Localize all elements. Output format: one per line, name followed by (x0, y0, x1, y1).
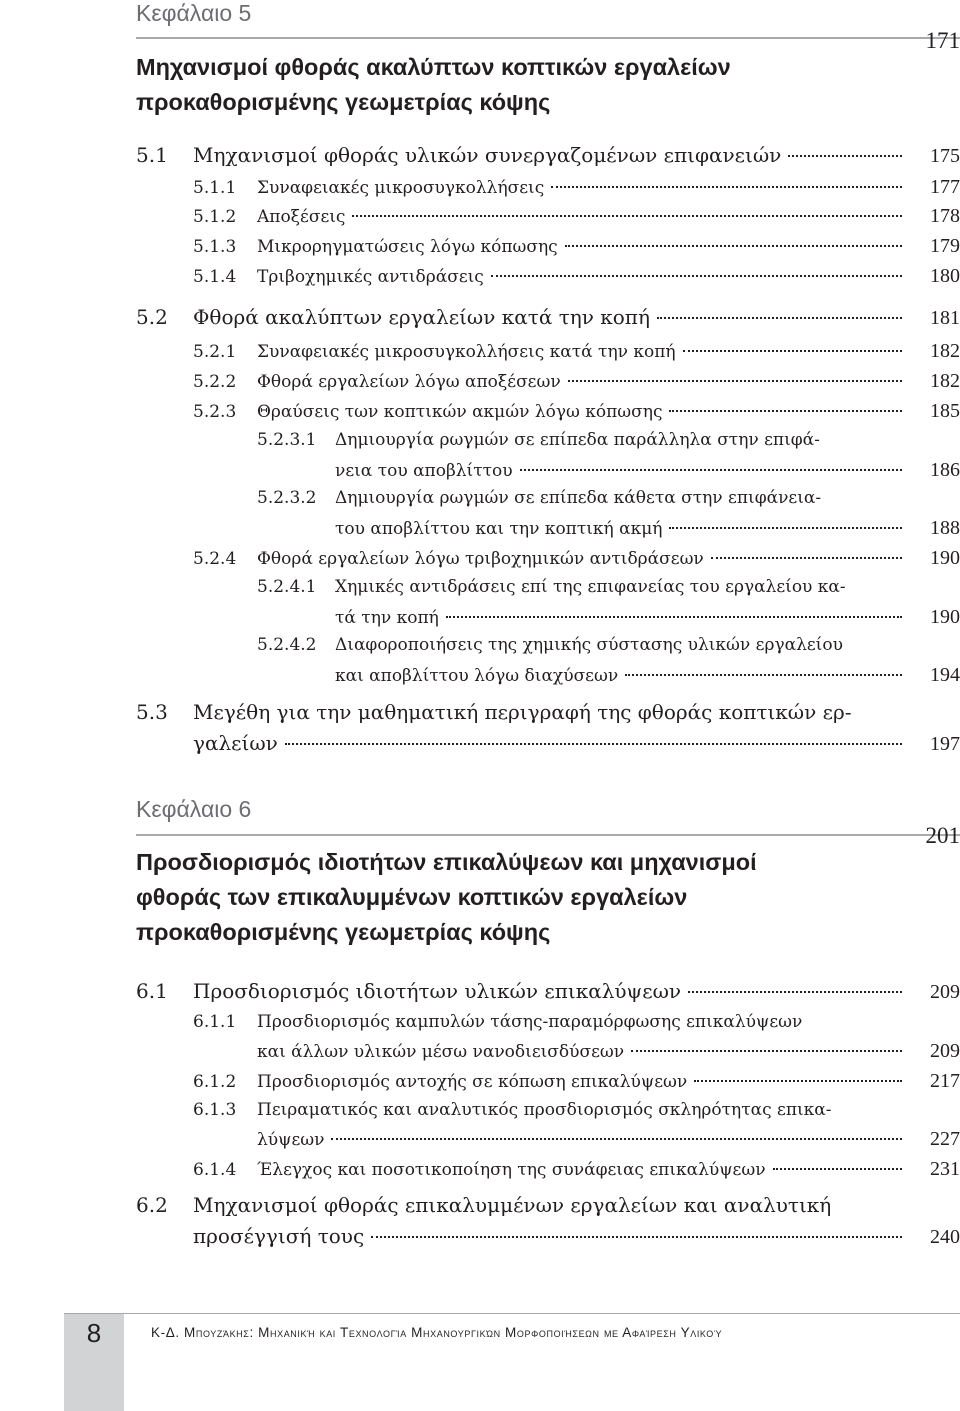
leader-dots (773, 1168, 902, 1170)
toc-entry-5-2-4[interactable] (193, 547, 960, 570)
toc-entry-5-2-4-1[interactable] (335, 606, 960, 629)
toc-entry-5-1-4[interactable] (193, 265, 960, 288)
toc-entry-6-1-2[interactable] (193, 1070, 960, 1093)
chapter-6-rule (136, 834, 960, 836)
chapter-5-title[interactable] (136, 50, 731, 120)
entry-page: 180 (930, 265, 960, 287)
entry-title-line2: γαλείων (193, 731, 278, 755)
entry-page: 181 (930, 307, 960, 329)
entry-page: 231 (930, 1158, 960, 1180)
toc-entry-6-1[interactable] (136, 979, 960, 1004)
toc-entry-5-2-3[interactable] (193, 400, 960, 423)
entry-number: 5.2 (136, 305, 168, 329)
entry-title: Μηχανισμοί φθοράς υλικών συνεργαζομένων επιφανειών (193, 143, 782, 167)
entry-number: 5.1.1 (193, 178, 237, 198)
entry-title: Συναφειακές μικροσυγκολλήσεις (257, 178, 545, 198)
entry-number: 5.1.2 (193, 207, 237, 227)
entry-page: 186 (930, 459, 960, 481)
entry-title-line2: προσέγγισή τους (193, 1224, 365, 1248)
chapter-6-title[interactable] (136, 845, 757, 950)
entry-page: 182 (930, 340, 960, 362)
entry-title-line2: λύψεων (257, 1130, 325, 1150)
toc-entry-5-2-4-2-number: 5.2.4.2 (257, 635, 317, 655)
toc-entry-6-1-3[interactable] (257, 1128, 960, 1151)
entry-title: Φθορά εργαλείων λόγω αποξέσεων (257, 372, 561, 392)
leader-dots (788, 155, 902, 157)
leader-dots (711, 557, 902, 559)
toc-entry-5-2[interactable] (136, 305, 960, 330)
entry-page: 240 (930, 1226, 960, 1248)
entry-title-line2: τά την κοπή (335, 608, 439, 628)
toc-entry-6-2[interactable] (193, 1224, 960, 1249)
entry-page: 188 (930, 517, 960, 539)
entry-page: 179 (930, 235, 960, 257)
entry-page: 217 (930, 1070, 960, 1092)
entry-page: 182 (930, 370, 960, 392)
leader-dots (688, 991, 902, 993)
leader-dots (657, 317, 902, 319)
toc-entry-5-1[interactable] (136, 143, 960, 168)
entry-page: 185 (930, 400, 960, 422)
toc-entry-5-1-2[interactable] (193, 205, 960, 228)
entry-title: Τριβοχημικές αντιδράσεις (257, 267, 484, 287)
toc-entry-6-1-1-number: 6.1.1 (193, 1012, 237, 1032)
toc-entry-5-3-title-line1[interactable]: Μεγέθη για την μαθηματική περιγραφή της φθοράς κοπτικών ερ- (193, 700, 852, 724)
entry-title: Αποξέσεις (257, 207, 346, 227)
entry-page: 178 (930, 205, 960, 227)
chapter-6-label: Κεφάλαιο 6 (136, 796, 252, 822)
entry-title: Θραύσεις των κοπτικών ακμών λόγω κόπωσης (257, 402, 663, 422)
leader-dots (625, 674, 902, 676)
leader-dots (683, 350, 902, 352)
chapter-6-title-line3: προκαθορισμένης γεωμετρίας κόψης (136, 919, 551, 945)
chapter-5-title-line1: Μηχανισμοί φθοράς ακαλύπτων κοπτικών εργαλείων (136, 54, 731, 80)
chapter-5-rule (136, 37, 960, 39)
toc-entry-6-2-number: 6.2 (136, 1193, 168, 1217)
toc-entry-5-3-number: 5.3 (136, 700, 168, 724)
toc-entry-5-2-4-1-title-line1[interactable]: Χημικές αντιδράσεις επί της επιφανείας του εργαλείου κα- (335, 577, 846, 597)
chapter-5-page[interactable]: 171 (925, 28, 960, 53)
toc-entry-6-1-3-title-line1[interactable]: Πειραματικός και αναλυτικός προσδιορισμός σκληρότητας επικα- (257, 1100, 832, 1120)
leader-dots (565, 245, 902, 247)
entry-page: 197 (930, 733, 960, 755)
leader-dots (669, 410, 902, 412)
leader-dots (694, 1080, 902, 1082)
entry-page: 190 (930, 547, 960, 569)
toc-entry-5-2-3-2-number: 5.2.3.2 (257, 488, 317, 508)
entry-number: 5.2.1 (193, 342, 237, 362)
chapter-5-label: Κεφάλαιο 5 (136, 0, 252, 26)
entry-title: Προσδιορισμός ιδιοτήτων υλικών επικαλύψεων (193, 979, 682, 1003)
entry-title-line2: νεια του αποβλίττου (335, 461, 513, 481)
toc-entry-6-2-title-line1[interactable]: Μηχανισμοί φθοράς επικαλυμμένων εργαλείων και αναλυτική (193, 1193, 832, 1217)
entry-number: 5.2.2 (193, 372, 237, 392)
entry-title: Συναφειακές μικροσυγκολλήσεις κατά την κοπή (257, 342, 676, 362)
entry-page: 227 (930, 1128, 960, 1150)
leader-dots (285, 743, 902, 745)
entry-number: 5.1 (136, 143, 168, 167)
toc-entry-6-1-1-title-line1[interactable]: Προσδιορισμός καμπυλών τάσης-παραμόρφωσης επικαλύψεων (257, 1012, 803, 1032)
entry-number: 5.2.4 (193, 549, 237, 569)
toc-entry-5-2-4-2-title-line1[interactable]: Διαφοροποιήσεις της χημικής σύστασης υλικών εργαλείου (335, 635, 843, 655)
leader-dots (446, 616, 902, 618)
entry-number: 5.1.4 (193, 267, 237, 287)
footer-rule (64, 1313, 960, 1314)
toc-entry-6-1-4[interactable] (193, 1158, 960, 1181)
entry-number: 6.1.4 (193, 1160, 237, 1180)
toc-entry-5-2-3-2-title-line1[interactable]: Δημιουργία ρωγμών σε επίπεδα κάθετα στην επιφάνεια- (335, 488, 822, 508)
leader-dots (331, 1138, 902, 1140)
entry-title: Έλεγχος και ποσοτικοποίηση της συνάφειας επικαλύψεων (257, 1160, 766, 1180)
chapter-6-title-line1: Προσδιορισμός ιδιοτήτων επικαλύψεων και μηχανισμοί (136, 849, 757, 875)
entry-number: 6.1.2 (193, 1072, 237, 1092)
leader-dots (669, 527, 902, 529)
leader-dots (491, 275, 902, 277)
toc-entry-5-2-3-2[interactable] (335, 517, 960, 540)
entry-title: Φθορά ακαλύπτων εργαλείων κατά την κοπή (193, 305, 650, 329)
toc-entry-5-2-3-1-title-line1[interactable]: Δημιουργία ρωγμών σε επίπεδα παράλληλα στην επιφά- (335, 430, 820, 450)
toc-entry-5-2-2[interactable] (193, 370, 960, 393)
footer-page-number: 8 (86, 1318, 102, 1348)
toc-entry-5-2-3-1[interactable] (335, 459, 960, 482)
toc-entry-5-3[interactable] (193, 731, 960, 756)
chapter-6-page[interactable]: 201 (925, 823, 960, 848)
entry-number: 5.2.3 (193, 402, 237, 422)
entry-title-line2: και αποβλίττου λόγω διαχύσεων (335, 666, 619, 686)
entry-number: 5.1.3 (193, 237, 237, 257)
toc-entry-6-1-1[interactable] (257, 1040, 960, 1063)
entry-title-line2: και άλλων υλικών μέσω νανοδιεισδύσεων (257, 1042, 625, 1062)
entry-page: 209 (930, 1040, 960, 1062)
entry-page: 177 (930, 176, 960, 198)
leader-dots (371, 1236, 902, 1238)
entry-page: 209 (930, 981, 960, 1003)
toc-entry-5-2-1[interactable] (193, 340, 960, 363)
entry-page: 194 (930, 664, 960, 686)
entry-title: Φθορά εργαλείων λόγω τριβοχημικών αντιδράσεων (257, 549, 704, 569)
chapter-6-title-line2: φθοράς των επικαλυμμένων κοπτικών εργαλείων (136, 884, 688, 910)
toc-entry-5-2-4-2[interactable] (335, 664, 960, 687)
toc-entry-5-1-3[interactable] (193, 235, 960, 258)
toc-entry-6-1-3-number: 6.1.3 (193, 1100, 237, 1120)
chapter-5-title-line2: προκαθορισμένης γεωμετρίας κόψης (136, 89, 551, 115)
leader-dots (520, 469, 902, 471)
entry-title: Μικρορηγματώσεις λόγω κόπωσης (257, 237, 558, 257)
entry-number: 6.1 (136, 979, 168, 1003)
entry-page: 190 (930, 606, 960, 628)
toc-entry-5-2-4-1-number: 5.2.4.1 (257, 577, 317, 597)
leader-dots (352, 215, 902, 217)
leader-dots (631, 1050, 902, 1052)
leader-dots (568, 380, 902, 382)
entry-page: 175 (930, 145, 960, 167)
entry-title-line2: του αποβλίττου και την κοπτική ακμή (335, 519, 663, 539)
footer-running-title: Κ-Δ. Μπουζάκης: Μηχανική και Τεχνολογία Μηχανουργικών Μορφοποιήσεων με Αφαίρεση Υλικού (151, 1325, 723, 1340)
toc-entry-5-1-1[interactable] (193, 176, 960, 199)
leader-dots (551, 186, 902, 188)
toc-entry-5-2-3-1-number: 5.2.3.1 (257, 430, 317, 450)
entry-title: Προσδιορισμός αντοχής σε κόπωση επικαλύψεων (257, 1072, 688, 1092)
